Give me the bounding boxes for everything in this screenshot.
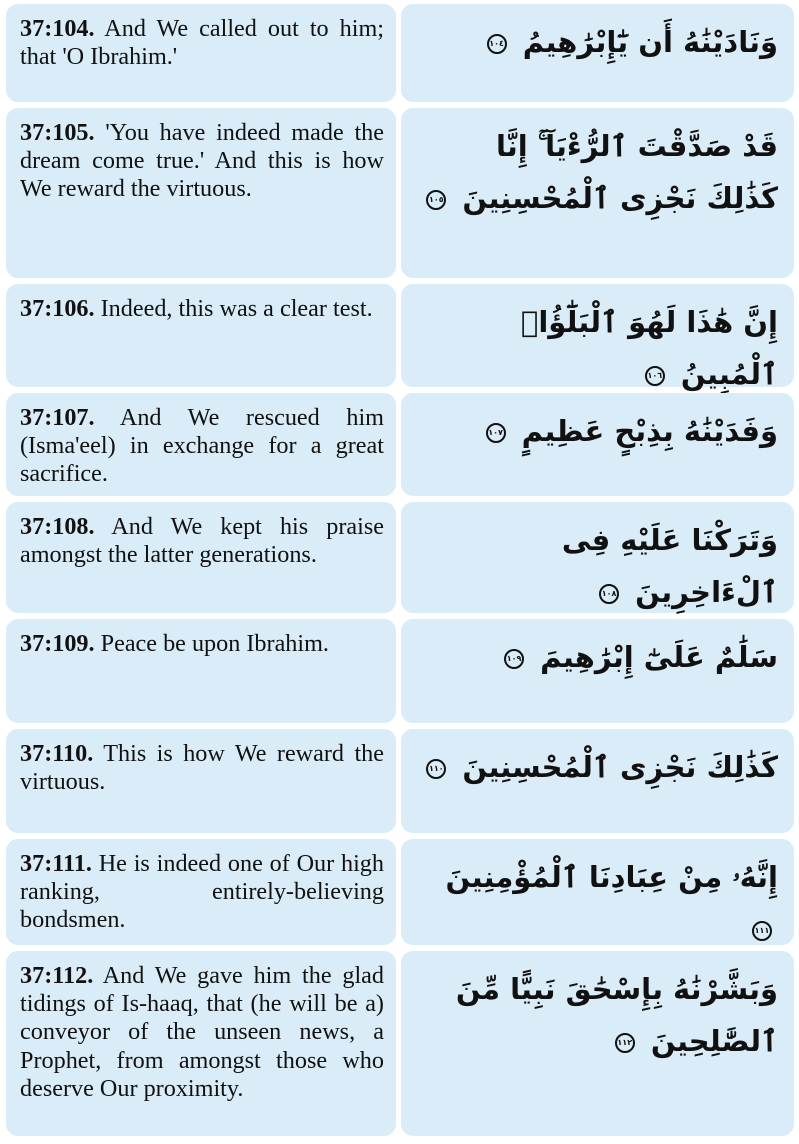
arabic-text	[415, 16, 778, 68]
arabic-text	[415, 851, 778, 955]
verse-row	[6, 284, 794, 391]
ayah-number-marker: ١٠٧	[486, 423, 506, 443]
arabic-verse: إِنَّهُۥ مِنْ عِبَادِنَا ٱلْمُؤْمِنِينَ	[445, 860, 778, 894]
ayah-number-marker: ١١١	[752, 921, 772, 941]
verse-row	[6, 729, 794, 833]
verse-reference: 37:105.	[20, 119, 95, 146]
translation-body: And We kept his praise amongst the latter generations.	[20, 513, 384, 569]
translation-text	[20, 850, 384, 935]
arabic-verse: وَنَادَيْنَٰهُ أَن يَٰٓإِبْرَٰهِيمُ	[522, 25, 778, 59]
arabic-text	[415, 296, 778, 400]
translation-cell	[6, 839, 396, 945]
arabic-verse: وَتَرَكْنَا عَلَيْهِ فِى ٱلْءَاخِرِينَ	[561, 523, 778, 609]
verse-reference: 37:106.	[20, 295, 95, 322]
arabic-cell	[401, 4, 794, 102]
arabic-text	[415, 514, 778, 618]
arabic-text	[415, 120, 778, 224]
arabic-text	[415, 963, 778, 1067]
verse-row	[6, 502, 794, 613]
translation-text	[20, 513, 384, 569]
verse-reference: 37:111.	[20, 850, 92, 877]
translation-cell	[6, 951, 396, 1136]
verse-row	[6, 951, 794, 1136]
verse-row	[6, 619, 794, 723]
verse-row	[6, 108, 794, 278]
translation-cell	[6, 108, 396, 278]
verse-row	[6, 839, 794, 945]
ayah-number-marker: ١٠٨	[599, 584, 619, 604]
translation-body: He is indeed one of Our high ranking, entirely-believing bondsmen.	[20, 850, 384, 934]
arabic-verse: قَدْ صَدَّقْتَ ٱلرُّءْيَآ ۚ إِنَّا كَذَٰلِكَ نَجْزِى ٱلْمُحْسِنِينَ	[462, 129, 778, 215]
translation-body: Peace be upon Ibrahim.	[94, 630, 329, 657]
verse-row	[6, 393, 794, 496]
translation-text	[20, 630, 384, 658]
arabic-verse: وَبَشَّرْنَٰهُ بِإِسْحَٰقَ نَبِيًّا مِّنَ ٱلصَّٰلِحِينَ	[455, 972, 778, 1058]
arabic-verse: إِنَّ هَٰذَا لَهُوَ ٱلْبَلَٰٓؤُا۟ ٱلْمُبِينُ	[520, 305, 778, 391]
arabic-text	[415, 741, 778, 793]
translation-text	[20, 404, 384, 489]
translation-cell	[6, 619, 396, 723]
arabic-verse: وَفَدَيْنَٰهُ بِذِبْحٍ عَظِيمٍ	[521, 414, 778, 448]
ayah-number-marker: ١١٢	[615, 1033, 635, 1053]
translation-text	[20, 962, 384, 1103]
translation-body: This is how We reward the virtuous.	[20, 740, 384, 796]
arabic-text	[415, 631, 778, 683]
translation-body: And We gave him the glad tidings of Is-haaq, that (he will be a) conveyor of the unseen news, a Prophet, from amongst those who deserve Our proximity.	[20, 962, 384, 1102]
translation-body: Indeed, this was a clear test.	[94, 295, 373, 322]
verse-reference: 37:108.	[20, 513, 95, 540]
ayah-number-marker: ١٠٦	[645, 366, 665, 386]
translation-cell	[6, 393, 396, 496]
translation-body: And We rescued him (Isma'eel) in exchange for a great sacrifice.	[20, 404, 384, 488]
translation-cell	[6, 502, 396, 613]
verse-reference: 37:110.	[20, 740, 94, 767]
translation-text	[20, 15, 384, 71]
arabic-cell	[401, 284, 794, 391]
arabic-cell	[401, 393, 794, 496]
arabic-verse: سَلَٰمٌ عَلَىٰٓ إِبْرَٰهِيمَ	[540, 640, 778, 674]
translation-cell	[6, 729, 396, 833]
verse-row	[6, 4, 794, 102]
ayah-number-marker: ١٠٤	[487, 34, 507, 54]
arabic-cell	[401, 839, 794, 945]
verse-reference: 37:109.	[20, 630, 95, 657]
translation-body: And We called out to him; that 'O Ibrahim.'	[20, 15, 384, 71]
arabic-cell	[401, 619, 794, 723]
verse-reference: 37:104.	[20, 15, 95, 42]
arabic-text	[415, 405, 778, 457]
ayah-number-marker: ١٠٩	[504, 649, 524, 669]
verse-list	[6, 4, 794, 1142]
translation-text	[20, 295, 384, 323]
arabic-cell	[401, 951, 794, 1136]
ayah-number-marker: ١٠٥	[426, 190, 446, 210]
verse-reference: 37:107.	[20, 404, 95, 431]
arabic-cell	[401, 108, 794, 278]
translation-body: 'You have indeed made the dream come true.' And this is how We reward the virtuous.	[20, 119, 384, 203]
translation-text	[20, 119, 384, 204]
verse-reference: 37:112.	[20, 962, 94, 989]
arabic-cell	[401, 729, 794, 833]
arabic-cell	[401, 502, 794, 613]
translation-cell	[6, 4, 396, 102]
translation-cell	[6, 284, 396, 387]
arabic-verse: كَذَٰلِكَ نَجْزِى ٱلْمُحْسِنِينَ	[462, 750, 778, 784]
ayah-number-marker: ١١٠	[426, 759, 446, 779]
translation-text	[20, 740, 384, 796]
